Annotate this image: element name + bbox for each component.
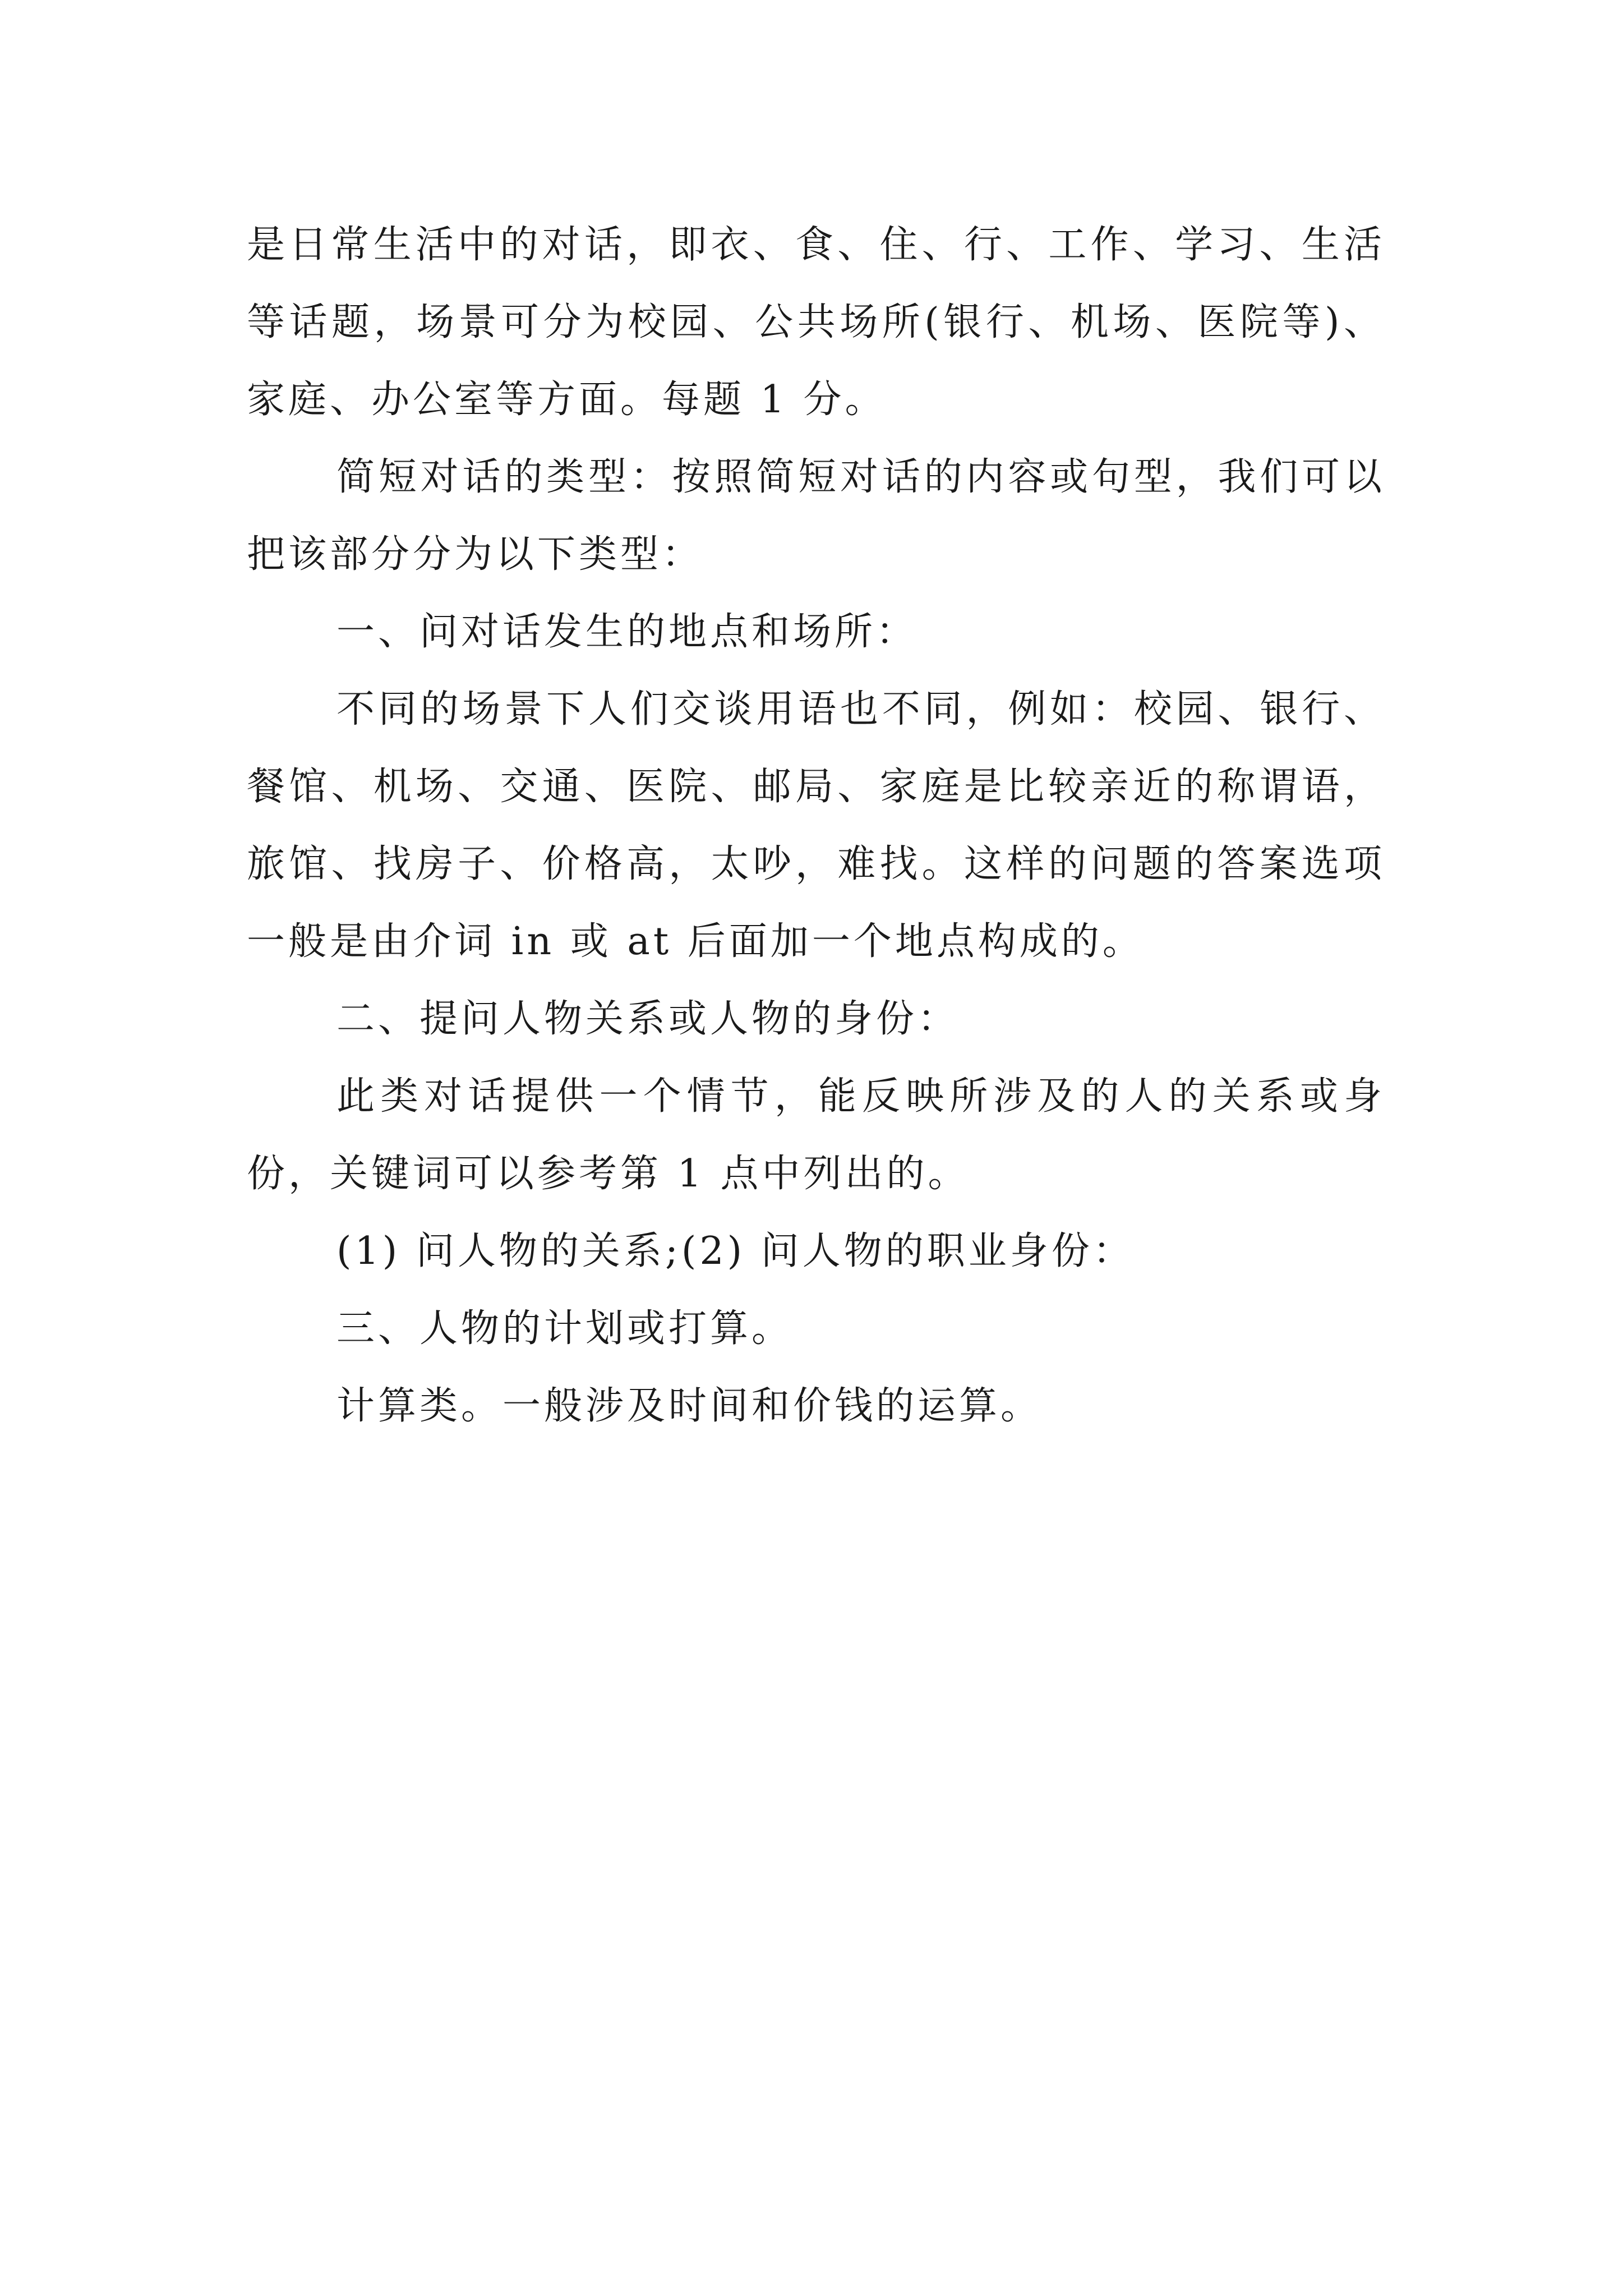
document-body [247,206,1385,1445]
paragraph-6: 计算类。一般涉及时间和价钱的运算。 [336,1384,1043,1428]
section-heading-1: 一、问对话发生的地点和场所： [336,610,918,654]
section-heading-2: 二、提问人物关系或人物的身份： [336,997,960,1041]
paragraph-3: 不同的场景下人们交谈用语也不同，例如：校园、银行、餐馆、机场、交通、医院、邮局、家庭是比较亲近的称谓语，旅馆、找房子、价格高，太吵，难找。这样的问题的答案选项一般是由介词 in 或 at 后面加一个地点构成的。 [247,687,1385,964]
section-heading-3: 三、人物的计划或打算。 [336,1306,794,1351]
paragraph-2: 简短对话的类型：按照简短对话的内容或句型，我们可以把该部分分为以下类型： [247,455,1385,577]
paragraph-1: 是日常生活中的对话，即衣、食、住、行、工作、学习、生活等话题，场景可分为校园、公共场所(银行、机场、医院等)、家庭、办公室等方面。每题 1 分。 [247,223,1385,422]
paragraph-5: (1) 问人物的关系;(2) 问人物的职业身份： [336,1229,1135,1273]
paragraph-4: 此类对话提供一个情节，能反映所涉及的人的关系或身份，关键词可以参考第 1 点中列出的。 [247,1074,1385,1196]
